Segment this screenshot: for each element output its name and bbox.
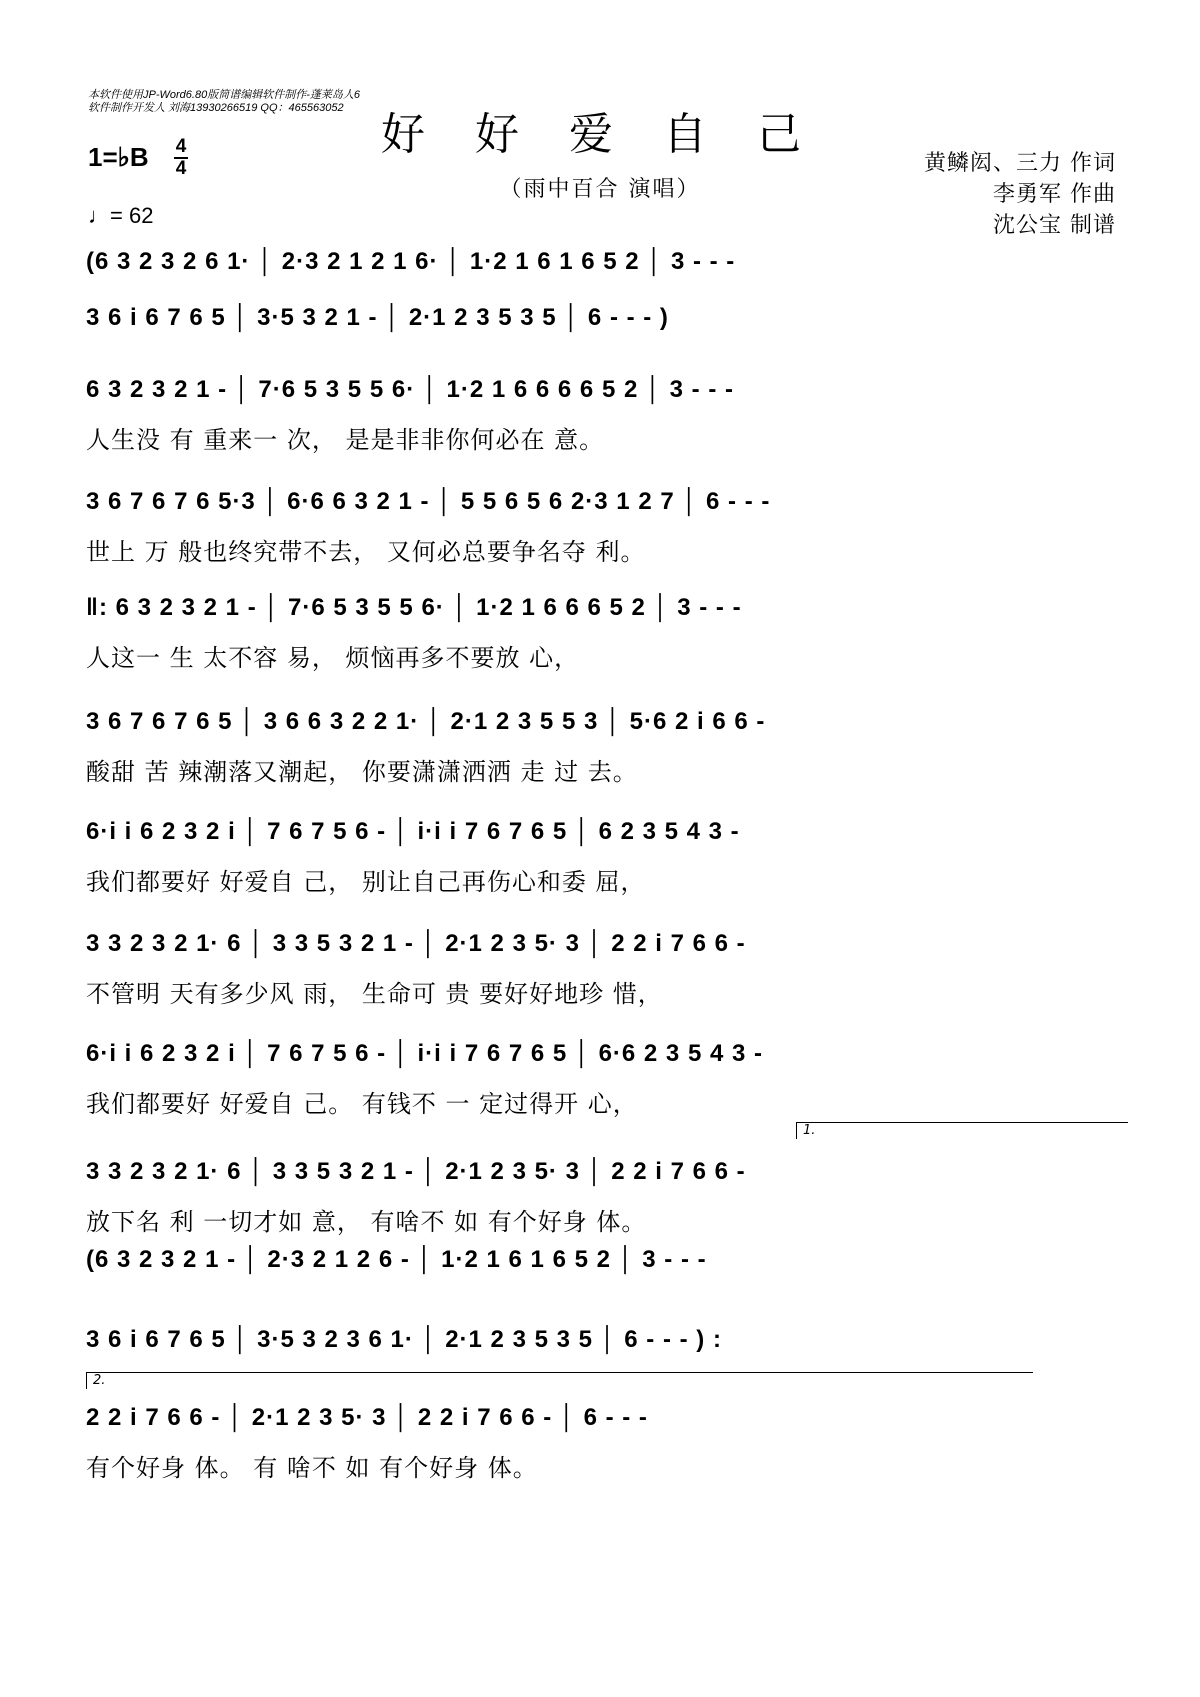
notes-row: (6 3 2 3 2 6 1· │ 2·3 2 1 2 1 6· │ 1·2 1 6 1 6 5 2 │ 3 - - - bbox=[86, 248, 736, 275]
notes-row: (6 3 2 3 2 1 - │ 2·3 2 1 2 6 - │ 1·2 1 6 1 6 5 2 │ 3 - - - bbox=[86, 1246, 707, 1273]
credits-block bbox=[924, 148, 1116, 241]
volta-bracket-2: 2. bbox=[86, 1372, 1033, 1389]
software-credit-line-2: 软件制作开发人 刘海13930266519 QQ：465563052 bbox=[88, 102, 344, 114]
arranger-credit: 沈公宝 制谱 bbox=[993, 213, 1116, 238]
lyrics-row: 人生没 有 重来一 次， 是是非非你何必在 意。 bbox=[86, 426, 605, 454]
notes-row: 3 6 i 6 7 6 5 │ 3·5 3 2 3 6 1· │ 2·1 2 3 5 3 5 │ 6 - - - ) : bbox=[86, 1326, 722, 1353]
notes-row: 3 6 7 6 7 6 5 │ 3 6 6 3 2 2 1· │ 2·1 2 3 5 5 3 │ 5·6 2 i 6 6 - bbox=[86, 708, 766, 735]
notes-row: 3 6 7 6 7 6 5·3 │ 6·6 6 3 2 1 - │ 5 5 6 5 6 2·3 1 2 7 │ 6 - - - bbox=[86, 488, 771, 515]
time-signature-top: 4 bbox=[175, 136, 187, 157]
software-credit-line-1: 本软件使用JP-Word6.80版简谱编辑软件制作-蓬莱岛人6 bbox=[88, 89, 360, 101]
time-signature bbox=[174, 138, 188, 178]
key-signature: 1=♭B bbox=[88, 142, 149, 172]
lyrics-row: 有个好身 体。 有 啥不 如 有个好身 体。 bbox=[86, 1454, 538, 1482]
lyricist-credit: 黄鳞闳、三力 作词 bbox=[924, 151, 1116, 176]
volta-bracket-1: 1. bbox=[796, 1122, 1128, 1139]
lyrics-row: 世上 万 般也终究带不去， 又何必总要争名夺 利。 bbox=[86, 538, 646, 566]
notes-row: 3 6 i 6 7 6 5 │ 3·5 3 2 1 - │ 2·1 2 3 5 3 5 │ 6 - - - ) bbox=[86, 304, 669, 331]
tempo-marking: ♩= 62 bbox=[88, 203, 154, 228]
song-title: 好 好 爱 自 己 bbox=[381, 109, 819, 160]
time-signature-bottom: 4 bbox=[175, 158, 187, 179]
lyrics-row: 人这一 生 太不容 易， 烦恼再多不要放 心， bbox=[86, 644, 580, 672]
notes-row: ‖: 6 3 2 3 2 1 - │ 7·6 5 3 5 5 6· │ 1·2 1 6 6 6 5 2 │ 3 - - - bbox=[86, 594, 742, 621]
lyrics-row: 我们都要好 好爱自 己。 有钱不 一 定过得开 心， bbox=[86, 1090, 638, 1118]
notes-row: 6 3 2 3 2 1 - │ 7·6 5 3 5 5 6· │ 1·2 1 6 6 6 6 5 2 │ 3 - - - bbox=[86, 376, 734, 403]
lyrics-row: 不管明 天有多少风 雨， 生命可 贵 要好好地珍 惜， bbox=[86, 980, 663, 1008]
singer-line: （雨中百合 演唱） bbox=[499, 177, 701, 202]
composer-credit: 李勇军 作曲 bbox=[993, 182, 1116, 207]
notes-row: 6·i i 6 2 3 2 i │ 7 6 7 5 6 - │ i·i i 7 6 7 6 5 │ 6·6 2 3 5 4 3 - bbox=[86, 1040, 763, 1067]
notes-row: 6·i i 6 2 3 2 i │ 7 6 7 5 6 - │ i·i i 7 6 7 6 5 │ 6 2 3 5 4 3 - bbox=[86, 818, 740, 845]
lyrics-row: 我们都要好 好爱自 己， 别让自己再伤心和委 屈， bbox=[86, 868, 646, 896]
notes-row: 2 2 i 7 6 6 - │ 2·1 2 3 5· 3 │ 2 2 i 7 6 6 - │ 6 - - - bbox=[86, 1404, 648, 1431]
lyrics-row: 放下名 利 一切才如 意， 有啥不 如 有个好身 体。 bbox=[86, 1208, 647, 1236]
lyrics-row: 酸甜 苦 辣潮落又潮起， 你要潇潇洒洒 走 过 去。 bbox=[86, 758, 638, 786]
notes-row: 3 3 2 3 2 1· 6 │ 3 3 5 3 2 1 - │ 2·1 2 3 5· 3 │ 2 2 i 7 6 6 - bbox=[86, 1158, 746, 1185]
notes-row: 3 3 2 3 2 1· 6 │ 3 3 5 3 2 1 - │ 2·1 2 3 5· 3 │ 2 2 i 7 6 6 - bbox=[86, 930, 746, 957]
